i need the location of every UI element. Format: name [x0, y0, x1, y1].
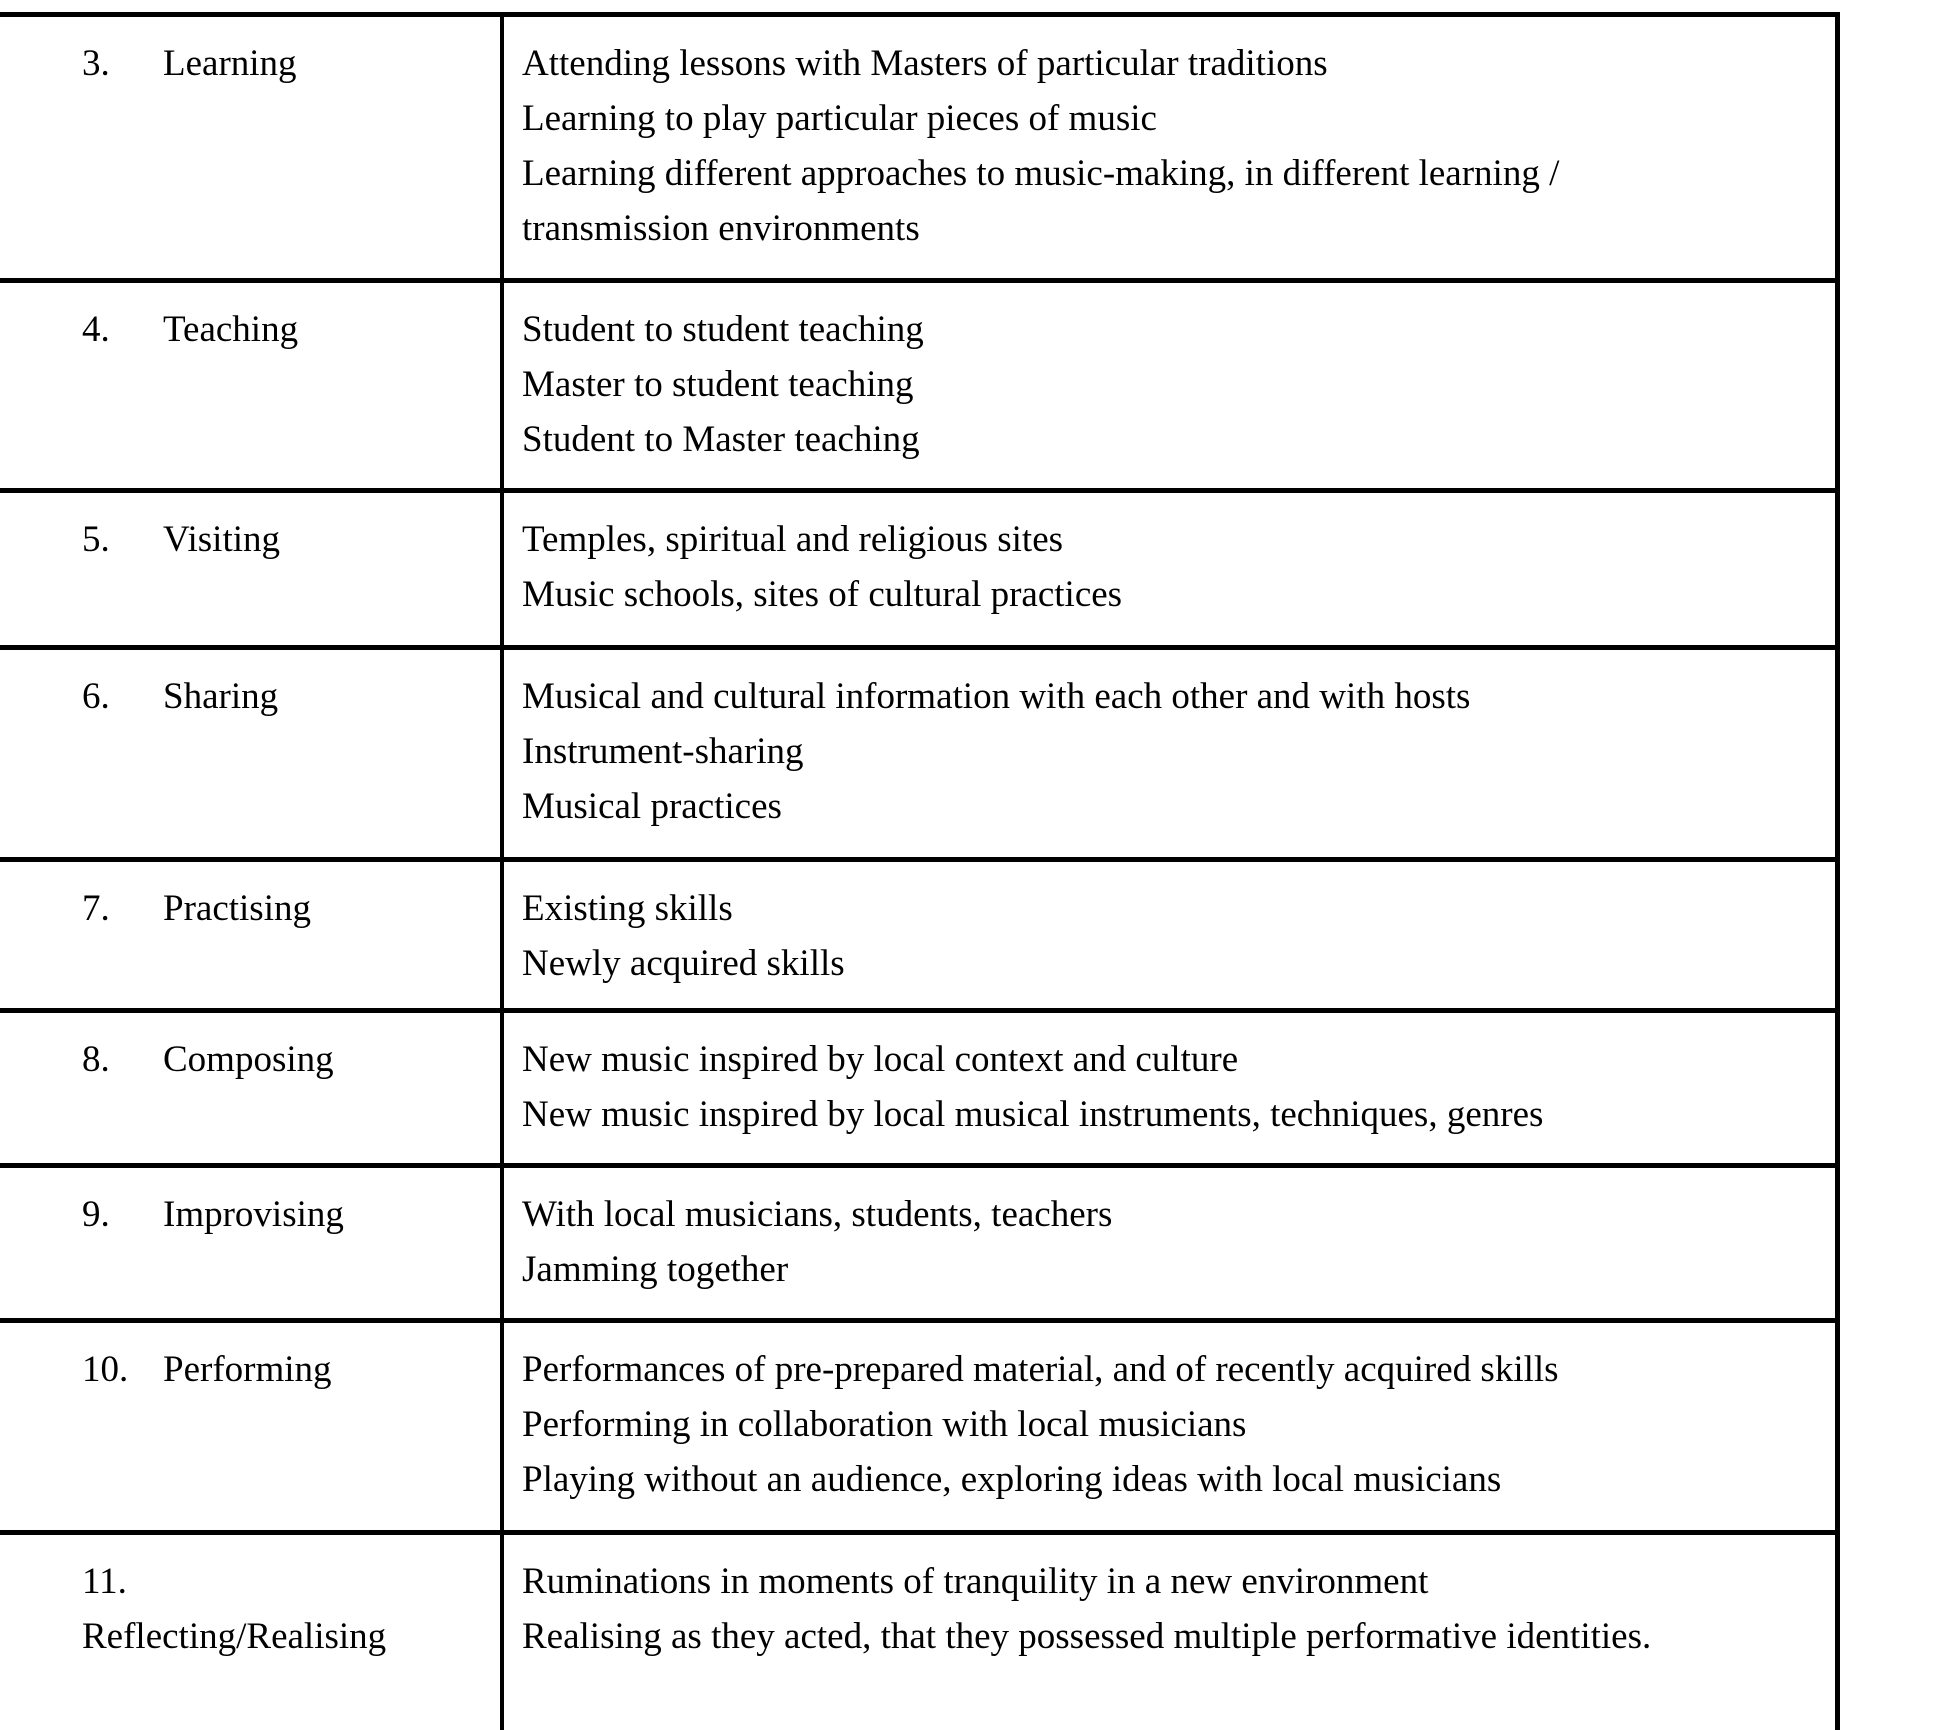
activity-label: Sharing — [163, 676, 279, 717]
description-cell — [500, 1535, 1835, 1730]
activity-label: Teaching — [163, 309, 299, 350]
description-cell — [500, 1168, 1835, 1318]
activity-number: 3. — [82, 43, 110, 84]
table-row — [0, 857, 1835, 1008]
description-line: transmission environments — [522, 208, 920, 249]
description-line: Ruminations in moments of tranquility in a new environment — [522, 1561, 1429, 1602]
activity-cell — [0, 1535, 500, 1730]
description-line: Newly acquired skills — [522, 943, 845, 984]
description-line: Temples, spiritual and religious sites — [522, 519, 1064, 560]
description-cell — [500, 493, 1835, 645]
description-line: Musical and cultural information with each other and with hosts — [522, 676, 1471, 717]
description-line: New music inspired by local musical instruments, techniques, genres — [522, 1094, 1544, 1135]
activity-cell — [0, 1323, 500, 1530]
description-line: Master to student teaching — [522, 364, 914, 405]
activity-label: Composing — [163, 1039, 334, 1080]
description-line: Jamming together — [522, 1249, 789, 1290]
activity-number: 7. — [82, 888, 110, 929]
description-line: Existing skills — [522, 888, 733, 929]
table-row — [0, 1530, 1835, 1730]
activity-table — [0, 12, 1840, 1730]
description-line: Musical practices — [522, 786, 782, 827]
activity-label: Performing — [163, 1349, 332, 1390]
description-line: Student to Master teaching — [522, 419, 920, 460]
activity-number: 5. — [82, 519, 110, 560]
activity-label: Learning — [163, 43, 297, 84]
description-line: Learning to play particular pieces of music — [522, 98, 1157, 139]
table-row — [0, 645, 1835, 857]
activity-cell — [0, 493, 500, 645]
table-row — [0, 12, 1835, 278]
activity-cell — [0, 650, 500, 857]
description-cell — [500, 1323, 1835, 1530]
table-row — [0, 1318, 1835, 1530]
description-line: New music inspired by local context and culture — [522, 1039, 1239, 1080]
activity-number: 4. — [82, 309, 110, 350]
description-line: Learning different approaches to music-making, in different learning / — [522, 153, 1560, 194]
activity-label: Visiting — [163, 519, 281, 560]
description-cell — [500, 283, 1835, 488]
description-cell — [500, 650, 1835, 857]
activity-cell — [0, 17, 500, 278]
description-line: Music schools, sites of cultural practices — [522, 574, 1123, 615]
activity-number: 11. — [82, 1561, 127, 1602]
activity-number: 8. — [82, 1039, 110, 1080]
activity-number: 9. — [82, 1194, 110, 1235]
table-row — [0, 1163, 1835, 1318]
activity-number: 6. — [82, 676, 110, 717]
description-line: Performing in collaboration with local musicians — [522, 1404, 1247, 1445]
description-cell — [500, 1013, 1835, 1163]
table-row — [0, 488, 1835, 645]
activity-cell — [0, 1168, 500, 1318]
activity-label: Practising — [163, 888, 311, 929]
activity-cell — [0, 283, 500, 488]
description-cell — [500, 862, 1835, 1008]
description-line: Performances of pre-prepared material, and of recently acquired skills — [522, 1349, 1559, 1390]
activity-cell — [0, 1013, 500, 1163]
description-line: Realising as they acted, that they possessed multiple performative identities. — [522, 1616, 1652, 1657]
description-line: Instrument-sharing — [522, 731, 804, 772]
description-line: Attending lessons with Masters of particular traditions — [522, 43, 1328, 84]
description-line: Student to student teaching — [522, 309, 924, 350]
description-cell — [500, 17, 1835, 278]
description-line: With local musicians, students, teachers — [522, 1194, 1113, 1235]
activity-label: Improvising — [163, 1194, 344, 1235]
activity-number: 10. — [82, 1349, 129, 1390]
table-row — [0, 278, 1835, 488]
description-line: Playing without an audience, exploring ideas with local musicians — [522, 1459, 1502, 1500]
activity-label: Reflecting/Realising — [82, 1616, 387, 1657]
activity-cell — [0, 862, 500, 1008]
table-row — [0, 1008, 1835, 1163]
